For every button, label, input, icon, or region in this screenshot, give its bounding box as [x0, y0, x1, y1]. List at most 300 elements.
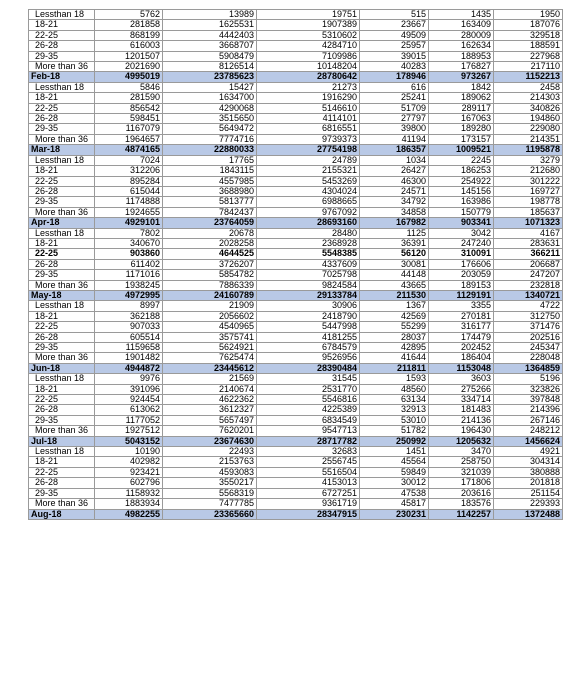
value-cell: 924454 — [95, 395, 163, 405]
month-label: Jul-18 — [29, 436, 95, 446]
value-cell: 340670 — [95, 238, 163, 248]
value-cell: 32683 — [257, 447, 360, 457]
value-cell: 23365660 — [163, 509, 257, 519]
value-cell: 312750 — [494, 311, 563, 321]
value-cell: 31545 — [257, 374, 360, 384]
value-cell: 310091 — [429, 249, 494, 259]
value-cell: 10190 — [95, 447, 163, 457]
month-total-row — [29, 509, 563, 519]
value-cell: 391096 — [95, 384, 163, 394]
value-cell: 9824584 — [257, 280, 360, 290]
value-cell: 251154 — [494, 488, 563, 498]
value-cell: 602796 — [95, 478, 163, 488]
value-cell: 4995019 — [95, 72, 163, 82]
value-cell: 1843115 — [163, 166, 257, 176]
value-cell: 1174888 — [95, 197, 163, 207]
table-row — [29, 197, 563, 207]
table-row — [29, 30, 563, 40]
table-row — [29, 186, 563, 196]
value-cell: 366211 — [494, 249, 563, 259]
month-total-row — [29, 363, 563, 373]
value-cell: 227968 — [494, 51, 563, 61]
table-row — [29, 166, 563, 176]
age-group-label: 26-28 — [29, 41, 95, 51]
month-label: Feb-18 — [29, 72, 95, 82]
month-total-row — [29, 218, 563, 228]
value-cell: 167063 — [429, 114, 494, 124]
age-group-label: 18-21 — [29, 457, 95, 467]
value-cell: 4181255 — [257, 332, 360, 342]
value-cell: 202452 — [429, 343, 494, 353]
value-cell: 4167 — [494, 228, 563, 238]
value-cell: 5813777 — [163, 197, 257, 207]
value-cell: 4114101 — [257, 114, 360, 124]
value-cell: 42895 — [360, 343, 429, 353]
value-cell: 19751 — [257, 10, 360, 20]
value-cell: 5516504 — [257, 467, 360, 477]
value-cell: 5649472 — [163, 124, 257, 134]
value-cell: 4921 — [494, 447, 563, 457]
value-cell: 4944872 — [95, 363, 163, 373]
value-cell: 28037 — [360, 332, 429, 342]
value-cell: 1195878 — [494, 145, 563, 155]
value-cell: 5310602 — [257, 30, 360, 40]
table-row — [29, 114, 563, 124]
value-cell: 5657497 — [163, 415, 257, 425]
value-cell: 32913 — [360, 405, 429, 415]
age-group-label: More than 36 — [29, 353, 95, 363]
value-cell: 34858 — [360, 207, 429, 217]
value-cell: 9739373 — [257, 134, 360, 144]
age-group-label: 26-28 — [29, 478, 95, 488]
month-total-row — [29, 436, 563, 446]
value-cell: 8997 — [95, 301, 163, 311]
value-cell: 39800 — [360, 124, 429, 134]
value-cell: 616003 — [95, 41, 163, 51]
value-cell: 2153763 — [163, 457, 257, 467]
value-cell: 45564 — [360, 457, 429, 467]
value-cell: 24160789 — [163, 290, 257, 300]
value-cell: 7842437 — [163, 207, 257, 217]
table-row — [29, 353, 563, 363]
value-cell: 4929101 — [95, 218, 163, 228]
value-cell: 9547713 — [257, 426, 360, 436]
value-cell: 214351 — [494, 134, 563, 144]
value-cell: 4290068 — [163, 103, 257, 113]
table-row — [29, 322, 563, 332]
table-row — [29, 176, 563, 186]
value-cell: 1153048 — [429, 363, 494, 373]
value-cell: 4722 — [494, 301, 563, 311]
value-cell: 1205632 — [429, 436, 494, 446]
value-cell: 214136 — [429, 415, 494, 425]
value-cell: 203059 — [429, 270, 494, 280]
value-cell: 13989 — [163, 10, 257, 20]
age-group-label: 26-28 — [29, 259, 95, 269]
value-cell: 402982 — [95, 457, 163, 467]
table-row — [29, 415, 563, 425]
table-row — [29, 124, 563, 134]
value-cell: 21273 — [257, 82, 360, 92]
value-cell: 211811 — [360, 363, 429, 373]
value-cell: 203616 — [429, 488, 494, 498]
value-cell: 1907389 — [257, 20, 360, 30]
value-cell: 1201507 — [95, 51, 163, 61]
value-cell: 176606 — [429, 259, 494, 269]
table-row — [29, 405, 563, 415]
value-cell: 1167079 — [95, 124, 163, 134]
value-cell: 173157 — [429, 134, 494, 144]
value-cell: 247240 — [429, 238, 494, 248]
value-cell: 1158932 — [95, 488, 163, 498]
age-group-label: 18-21 — [29, 93, 95, 103]
value-cell: 2556745 — [257, 457, 360, 467]
value-cell: 1456624 — [494, 436, 563, 446]
value-cell: 334714 — [429, 395, 494, 405]
value-cell: 7477785 — [163, 499, 257, 509]
value-cell: 304314 — [494, 457, 563, 467]
value-cell: 2028258 — [163, 238, 257, 248]
value-cell: 188591 — [494, 41, 563, 51]
value-cell: 7886339 — [163, 280, 257, 290]
age-group-label: Lessthan 18 — [29, 374, 95, 384]
value-cell: 1625531 — [163, 20, 257, 30]
value-cell: 5447998 — [257, 322, 360, 332]
value-cell: 1364859 — [494, 363, 563, 373]
age-group-label: 29-35 — [29, 343, 95, 353]
age-group-label: 26-28 — [29, 186, 95, 196]
value-cell: 280009 — [429, 30, 494, 40]
value-cell: 245347 — [494, 343, 563, 353]
value-cell: 163986 — [429, 197, 494, 207]
value-cell: 59849 — [360, 467, 429, 477]
value-cell: 22880033 — [163, 145, 257, 155]
table-row — [29, 499, 563, 509]
value-cell: 5196 — [494, 374, 563, 384]
value-cell: 973267 — [429, 72, 494, 82]
value-cell: 903860 — [95, 249, 163, 259]
age-group-label: 26-28 — [29, 332, 95, 342]
value-cell: 186404 — [429, 353, 494, 363]
value-cell: 186357 — [360, 145, 429, 155]
table-row — [29, 447, 563, 457]
table-row — [29, 103, 563, 113]
value-cell: 2021690 — [95, 62, 163, 72]
value-cell: 6834549 — [257, 415, 360, 425]
age-group-label: Lessthan 18 — [29, 301, 95, 311]
table-row — [29, 93, 563, 103]
value-cell: 9526956 — [257, 353, 360, 363]
value-cell: 4540965 — [163, 322, 257, 332]
value-cell: 28390484 — [257, 363, 360, 373]
value-cell: 340826 — [494, 103, 563, 113]
value-cell: 189062 — [429, 93, 494, 103]
value-cell: 56120 — [360, 249, 429, 259]
age-group-label: Lessthan 18 — [29, 10, 95, 20]
table-row — [29, 384, 563, 394]
value-cell: 23667 — [360, 20, 429, 30]
age-group-label: 29-35 — [29, 51, 95, 61]
value-cell: 188953 — [429, 51, 494, 61]
value-cell: 53010 — [360, 415, 429, 425]
value-cell: 21909 — [163, 301, 257, 311]
value-cell: 198778 — [494, 197, 563, 207]
value-cell: 28717782 — [257, 436, 360, 446]
value-cell: 206687 — [494, 259, 563, 269]
table-row — [29, 457, 563, 467]
value-cell: 34792 — [360, 197, 429, 207]
value-cell: 1927512 — [95, 426, 163, 436]
value-cell: 23785623 — [163, 72, 257, 82]
value-cell: 63134 — [360, 395, 429, 405]
value-cell: 5846 — [95, 82, 163, 92]
value-cell: 194860 — [494, 114, 563, 124]
value-cell: 312206 — [95, 166, 163, 176]
value-cell: 2140674 — [163, 384, 257, 394]
age-group-label: Lessthan 18 — [29, 228, 95, 238]
table-row — [29, 82, 563, 92]
value-cell: 29133784 — [257, 290, 360, 300]
age-group-label: 22-25 — [29, 103, 95, 113]
value-cell: 1152213 — [494, 72, 563, 82]
value-cell: 7625474 — [163, 353, 257, 363]
value-cell: 283631 — [494, 238, 563, 248]
age-group-label: 29-35 — [29, 197, 95, 207]
value-cell: 27754198 — [257, 145, 360, 155]
value-cell: 163409 — [429, 20, 494, 30]
month-total-row — [29, 290, 563, 300]
value-cell: 228048 — [494, 353, 563, 363]
value-cell: 5146610 — [257, 103, 360, 113]
value-cell: 6816551 — [257, 124, 360, 134]
value-cell: 189153 — [429, 280, 494, 290]
age-group-label: 22-25 — [29, 176, 95, 186]
age-group-label: 22-25 — [29, 322, 95, 332]
table-row — [29, 155, 563, 165]
value-cell: 329518 — [494, 30, 563, 40]
value-cell: 3603 — [429, 374, 494, 384]
value-cell: 8126514 — [163, 62, 257, 72]
value-cell: 51782 — [360, 426, 429, 436]
age-group-label: 29-35 — [29, 270, 95, 280]
value-cell: 907033 — [95, 322, 163, 332]
value-cell: 5546816 — [257, 395, 360, 405]
value-cell: 3515650 — [163, 114, 257, 124]
value-cell: 3042 — [429, 228, 494, 238]
value-cell: 30906 — [257, 301, 360, 311]
value-cell: 23674630 — [163, 436, 257, 446]
value-cell: 5568319 — [163, 488, 257, 498]
value-cell: 1142257 — [429, 509, 494, 519]
value-cell: 2531770 — [257, 384, 360, 394]
value-cell: 5453269 — [257, 176, 360, 186]
value-cell: 167982 — [360, 218, 429, 228]
value-cell: 189280 — [429, 124, 494, 134]
value-cell: 2418790 — [257, 311, 360, 321]
age-group-label: More than 36 — [29, 134, 95, 144]
value-cell: 2245 — [429, 155, 494, 165]
value-cell: 7025798 — [257, 270, 360, 280]
age-group-label: 18-21 — [29, 238, 95, 248]
value-cell: 380888 — [494, 467, 563, 477]
value-cell: 1901482 — [95, 353, 163, 363]
age-group-label: Lessthan 18 — [29, 155, 95, 165]
value-cell: 362188 — [95, 311, 163, 321]
value-cell: 171806 — [429, 478, 494, 488]
table-row — [29, 395, 563, 405]
age-group-label: 22-25 — [29, 395, 95, 405]
value-cell: 28480 — [257, 228, 360, 238]
value-cell: 4874165 — [95, 145, 163, 155]
value-cell: 1950 — [494, 10, 563, 20]
table-row — [29, 270, 563, 280]
value-cell: 174479 — [429, 332, 494, 342]
value-cell: 49509 — [360, 30, 429, 40]
value-cell: 4153013 — [257, 478, 360, 488]
value-cell: 7620201 — [163, 426, 257, 436]
table-row — [29, 51, 563, 61]
value-cell: 4644525 — [163, 249, 257, 259]
age-group-label: 18-21 — [29, 20, 95, 30]
table-row — [29, 478, 563, 488]
value-cell: 3279 — [494, 155, 563, 165]
value-cell: 267146 — [494, 415, 563, 425]
value-cell: 202516 — [494, 332, 563, 342]
value-cell: 185637 — [494, 207, 563, 217]
value-cell: 23764059 — [163, 218, 257, 228]
value-cell: 201818 — [494, 478, 563, 488]
value-cell: 229080 — [494, 124, 563, 134]
value-cell: 145156 — [429, 186, 494, 196]
age-group-label: 26-28 — [29, 405, 95, 415]
month-label: Aug-18 — [29, 509, 95, 519]
value-cell: 212680 — [494, 166, 563, 176]
value-cell: 1964657 — [95, 134, 163, 144]
value-cell: 39015 — [360, 51, 429, 61]
table-row — [29, 488, 563, 498]
value-cell: 48560 — [360, 384, 429, 394]
value-cell: 24789 — [257, 155, 360, 165]
age-group-label: 22-25 — [29, 467, 95, 477]
value-cell: 613062 — [95, 405, 163, 415]
value-cell: 275266 — [429, 384, 494, 394]
data-table — [28, 9, 563, 520]
value-cell: 5043152 — [95, 436, 163, 446]
value-cell: 55299 — [360, 322, 429, 332]
value-cell: 28693160 — [257, 218, 360, 228]
value-cell: 7802 — [95, 228, 163, 238]
value-cell: 5624921 — [163, 343, 257, 353]
value-cell: 397848 — [494, 395, 563, 405]
value-cell: 4337609 — [257, 259, 360, 269]
value-cell: 4972995 — [95, 290, 163, 300]
table-row — [29, 20, 563, 30]
value-cell: 25241 — [360, 93, 429, 103]
value-cell: 321039 — [429, 467, 494, 477]
value-cell: 515 — [360, 10, 429, 20]
value-cell: 162634 — [429, 41, 494, 51]
month-label: May-18 — [29, 290, 95, 300]
age-group-label: More than 36 — [29, 499, 95, 509]
value-cell: 169727 — [494, 186, 563, 196]
table-body — [29, 10, 563, 520]
value-cell: 22493 — [163, 447, 257, 457]
value-cell: 9976 — [95, 374, 163, 384]
value-cell: 3550217 — [163, 478, 257, 488]
value-cell: 248212 — [494, 426, 563, 436]
value-cell: 5854782 — [163, 270, 257, 280]
age-group-label: More than 36 — [29, 207, 95, 217]
value-cell: 214303 — [494, 93, 563, 103]
value-cell: 176827 — [429, 62, 494, 72]
table-row — [29, 62, 563, 72]
value-cell: 868199 — [95, 30, 163, 40]
age-group-label: 22-25 — [29, 30, 95, 40]
value-cell: 27797 — [360, 114, 429, 124]
value-cell: 1924655 — [95, 207, 163, 217]
value-cell: 4593083 — [163, 467, 257, 477]
value-cell: 15427 — [163, 82, 257, 92]
month-label: Jun-18 — [29, 363, 95, 373]
month-label: Mar-18 — [29, 145, 95, 155]
value-cell: 1593 — [360, 374, 429, 384]
value-cell: 1034 — [360, 155, 429, 165]
value-cell: 3688980 — [163, 186, 257, 196]
value-cell: 10148204 — [257, 62, 360, 72]
age-group-label: 29-35 — [29, 415, 95, 425]
value-cell: 44148 — [360, 270, 429, 280]
value-cell: 1171016 — [95, 270, 163, 280]
value-cell: 41194 — [360, 134, 429, 144]
table-row — [29, 343, 563, 353]
value-cell: 1634700 — [163, 93, 257, 103]
table-row — [29, 134, 563, 144]
value-cell: 214396 — [494, 405, 563, 415]
age-group-label: Lessthan 18 — [29, 447, 95, 457]
value-cell: 1129191 — [429, 290, 494, 300]
value-cell: 21569 — [163, 374, 257, 384]
value-cell: 4304024 — [257, 186, 360, 196]
value-cell: 9767092 — [257, 207, 360, 217]
value-cell: 232818 — [494, 280, 563, 290]
age-group-label: More than 36 — [29, 426, 95, 436]
value-cell: 41644 — [360, 353, 429, 363]
value-cell: 615044 — [95, 186, 163, 196]
value-cell: 371476 — [494, 322, 563, 332]
value-cell: 42569 — [360, 311, 429, 321]
value-cell: 217110 — [494, 62, 563, 72]
value-cell: 181483 — [429, 405, 494, 415]
value-cell: 281858 — [95, 20, 163, 30]
value-cell: 230231 — [360, 509, 429, 519]
table-row — [29, 374, 563, 384]
table-row — [29, 311, 563, 321]
value-cell: 5908479 — [163, 51, 257, 61]
table-row — [29, 249, 563, 259]
value-cell: 1938245 — [95, 280, 163, 290]
table-row — [29, 301, 563, 311]
value-cell: 903341 — [429, 218, 494, 228]
value-cell: 211530 — [360, 290, 429, 300]
month-label: Apr-18 — [29, 218, 95, 228]
table-row — [29, 426, 563, 436]
value-cell: 3726207 — [163, 259, 257, 269]
age-group-label: 26-28 — [29, 114, 95, 124]
value-cell: 45817 — [360, 499, 429, 509]
value-cell: 856542 — [95, 103, 163, 113]
table-row — [29, 207, 563, 217]
value-cell: 229393 — [494, 499, 563, 509]
